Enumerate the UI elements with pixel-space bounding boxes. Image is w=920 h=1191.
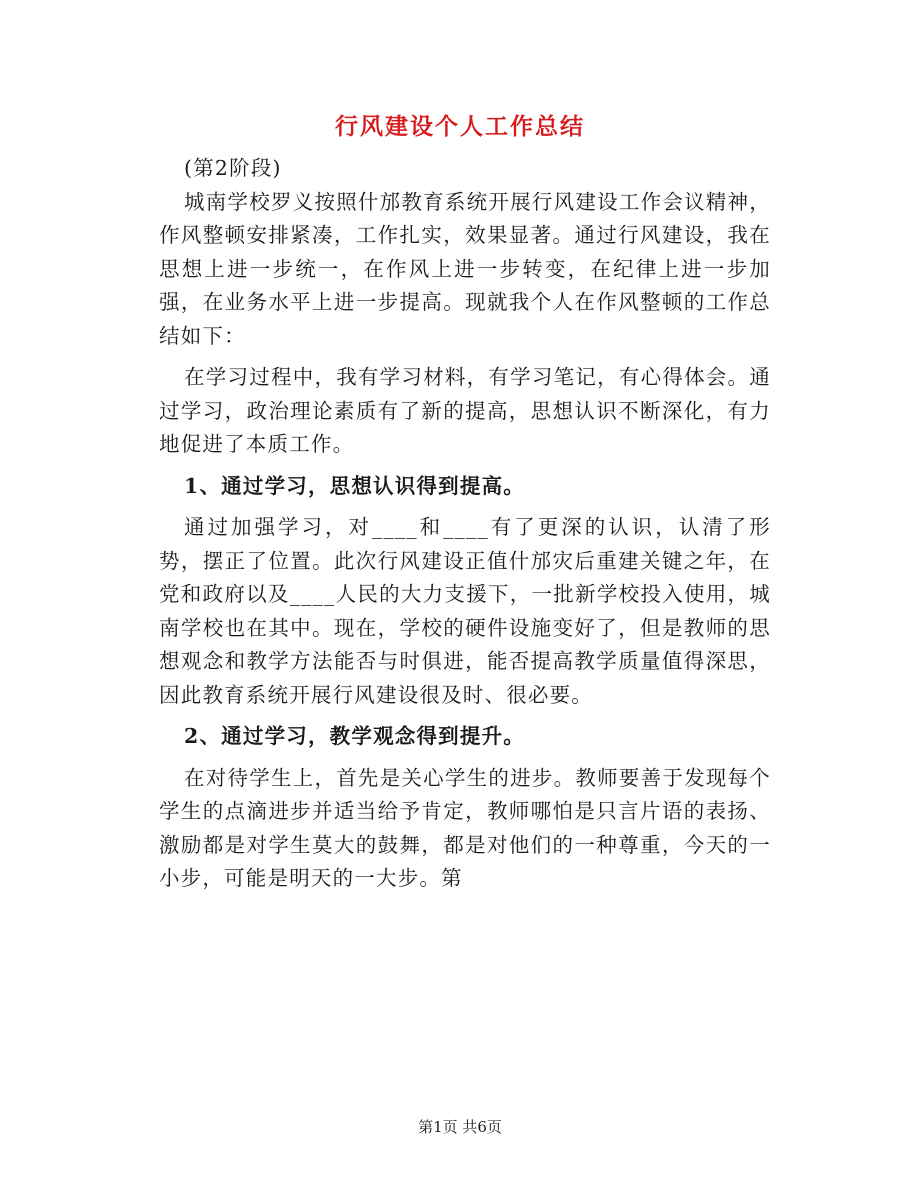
section-heading: 1、通过学习，思想认识得到提高。 xyxy=(184,473,525,498)
section-paragraph: 通过加强学习，对____和____有了更深的认识，认清了形势，摆正了位置。此次行风建设正值什邡灾后重建关键之年，在党和政府以及____人民的大力支援下，一批新学校投入使用，城南学校也在其中。现在，学校的硬件设施变好了，但是教师的思想观念和教学方法能否与时俱进，能否提高教学质量值得深思，因此教育系统开展行风建设很及时、很必要。 xyxy=(159,515,771,707)
stage-note: (第2阶段) xyxy=(184,156,282,180)
page-number: 第1页 共6页 xyxy=(418,1118,502,1136)
body-paragraph: 城南学校罗义按照什邡教育系统开展行风建设工作会议精神，作风整顿安排紧凑，工作扎实，效果显著。通过行风建设，我在思想上进一步统一，在作风上进一步转变，在纪律上进一步加强，在业务水平上进一步提高。现就我个人在作风整顿的工作总结如下： xyxy=(159,189,771,348)
section-paragraph: 在对待学生上，首先是关心学生的进步。教师要善于发现每个学生的点滴进步并适当给予肯定，教师哪怕是只言片语的表扬、激励都是对学生莫大的鼓舞，都是对他们的一种尊重，今天的一小步，可能是明天的一大步。第 xyxy=(159,765,771,890)
document-body xyxy=(159,152,771,896)
body-paragraph: 在学习过程中，我有学习材料，有学习笔记，有心得体会。通过学习，政治理论素质有了新的提高，思想认识不断深化，有力地促进了本质工作。 xyxy=(159,365,771,456)
document-title: 行风建设个人工作总结 xyxy=(335,113,585,140)
section-heading: 2、通过学习，教学观念得到提升。 xyxy=(184,724,525,748)
